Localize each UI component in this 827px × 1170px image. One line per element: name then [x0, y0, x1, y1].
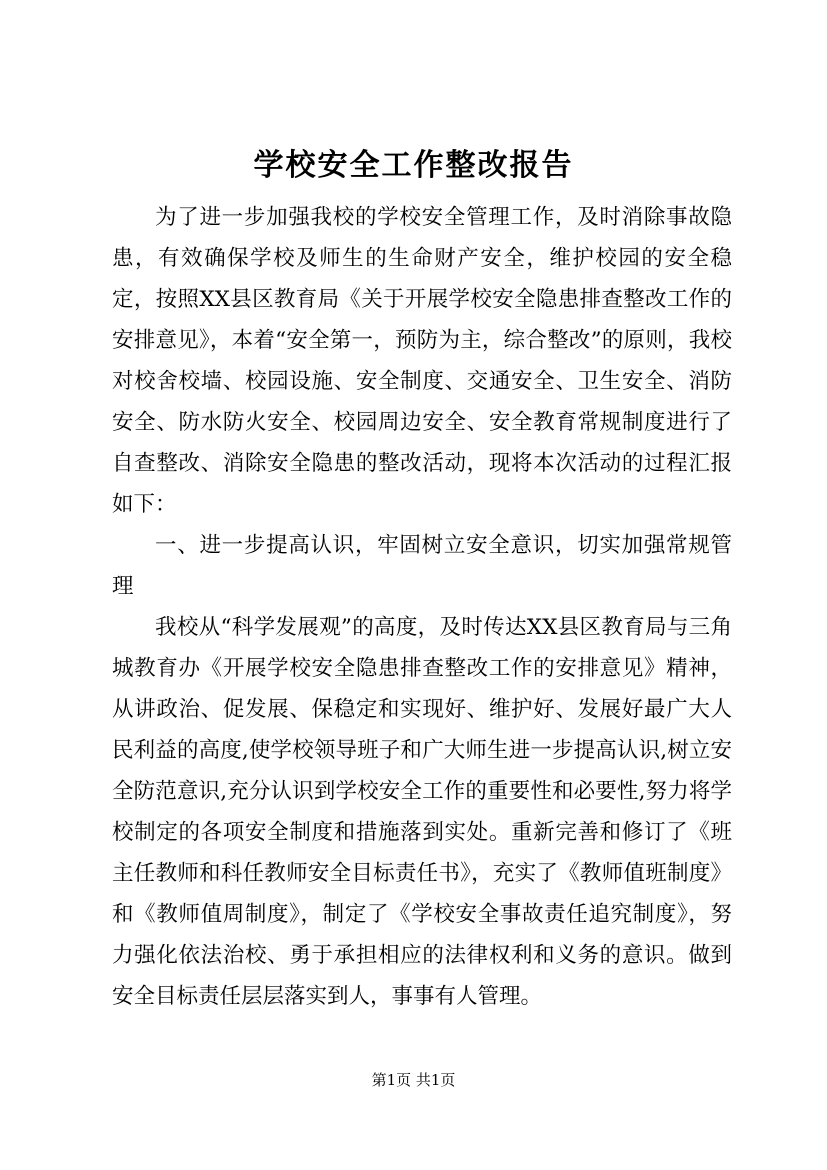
page-title: 学校安全工作整改报告: [253, 148, 574, 183]
section-heading-1: 一、进一步提高认识，牢固树立安全意识，切实加强常规管理: [112, 533, 732, 599]
paragraph-intro: 为了进一步加强我校的学校安全管理工作，及时消除事故隐患，有效确保学校及师生的生命财产安全，维护校园的安全稳定，按照XX县区教育局《关于开展学校安全隐患排查整改工作的安排意见》，本着“安全第一，预防为主，综合整改”的原则，我校对校舍校墙、校园设施、安全制度、交通安全、卫生安全、消防安全、防水防火安全、校园周边安全、安全教育常规制度进行了自查整改、消除安全隐患的整改活动，现将本次活动的过程汇报如下：: [112, 205, 732, 517]
paragraph-section-1: 我校从“科学发展观”的高度，及时传达XX县区教育局与三角城教育办《开展学校安全隐患排查整改工作的安排意见》精神，从讲政治、促发展、保稳定和实现好、维护好、发展好最广大人民利益的高度,使学校领导班子和广大师生进一步提高认识,树立安全防范意识,充分认识到学校安全工作的重要性和必要性,努力将学校制定的各项安全制度和措施落到实处。重新完善和修订了《班主任教师和科任教师安全目标责任书》，充实了《教师值班制度》和《教师值周制度》，制定了《学校安全事故责任追究制度》，努力强化依法治校、勇于承担相应的法律权利和义务的意识。做到安全目标责任层层落实到人，事事有人管理。: [112, 615, 732, 1009]
document-body: [112, 197, 732, 1017]
page-footer: 第1页 共1页: [371, 1071, 456, 1089]
